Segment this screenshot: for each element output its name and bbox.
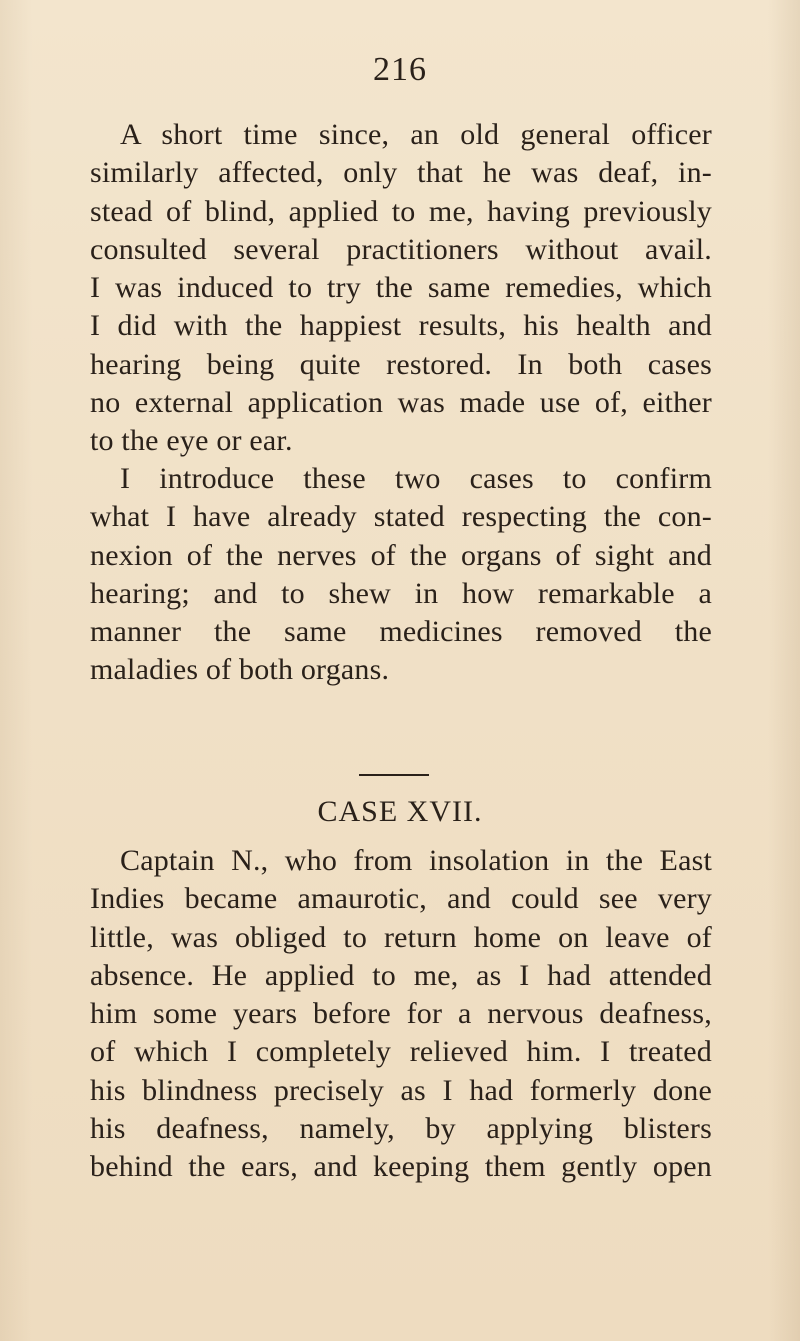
text-line: little, was obliged to return home on leave of [90, 920, 712, 954]
text-line: hearing being quite restored. In both cases [90, 347, 712, 381]
text-line: hearing; and to shew in how remarkable a [90, 576, 712, 610]
text-line: Indies became amaurotic, and could see very [90, 882, 712, 916]
text-line: absence. He applied to me, as I had attended [90, 958, 712, 992]
paragraph-general-officer [90, 116, 712, 461]
text-line: manner the same medicines removed the [90, 615, 712, 649]
paragraph-captain [90, 842, 712, 1187]
section-heading: CASE XVII. [317, 795, 483, 828]
text-line: him some years before for a nervous deafness, [90, 997, 712, 1031]
text-line: to the eye or ear. [90, 424, 293, 458]
text-line: behind the ears, and keeping them gently open [90, 1150, 712, 1184]
text-line: I introduce these two cases to confirm [120, 462, 712, 495]
text-line: his blindness precisely as I had formerly done [90, 1073, 712, 1107]
text-line: nexion of the nerves of the organs of sight and [90, 538, 712, 572]
text-line: I did with the happiest results, his health and [90, 309, 712, 343]
page-number: 216 [373, 51, 427, 88]
text-line: stead of blind, applied to me, having previously [90, 194, 712, 228]
text-line: maladies of both organs. [90, 653, 390, 687]
text-line: I was induced to try the same remedies, which [90, 271, 712, 305]
text-line: of which I completely relieved him. I treated [90, 1035, 712, 1069]
text-line: consulted several practitioners without avail. [90, 232, 712, 266]
section-divider [359, 774, 429, 776]
text-line: similarly affected, only that he was deaf, in- [90, 156, 712, 190]
text-line: Captain N., who from insolation in the East [120, 844, 712, 877]
text-line: his deafness, namely, by applying blisters [90, 1112, 712, 1146]
text-line: no external application was made use of, either [90, 386, 712, 420]
text-line: what I have already stated respecting the con- [90, 500, 712, 534]
paragraph-two-cases [90, 460, 712, 690]
text-line: A short time since, an old general officer [120, 118, 712, 151]
